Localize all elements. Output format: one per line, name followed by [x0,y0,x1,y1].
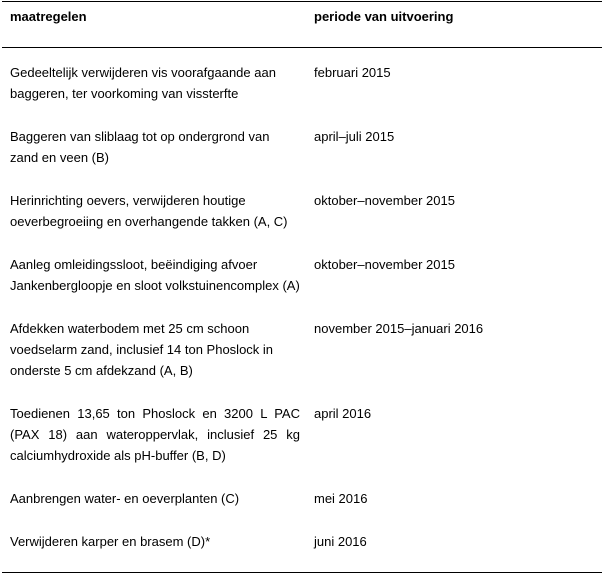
period-cell: november 2015–januari 2016 [314,321,484,336]
measure-cell: Afdekken waterbodem met 25 cm schoon voedselarm zand, inclusief 14 ton Phoslock in onderste 5 cm afdekzand (A, B) [10,321,274,378]
measure-cell: Gedeeltelijk verwijderen vis voorafgaande aan baggeren, ter voorkoming van vissterfte [10,65,276,101]
measure-cell: Baggeren van sliblaag tot op ondergrond van zand en veen (B) [10,129,270,165]
measure-cell: Aanleg omleidingssloot, beëindiging afvoer Jankenbergloopje en sloot volkstuinencomplex (A) [10,257,300,293]
period-cell: mei 2016 [314,491,368,506]
measure-cell: Aanbrengen water- en oeverplanten (C) [10,491,240,506]
table-row [2,318,602,381]
table-row [2,254,602,296]
measure-cell: Verwijderen karper en brasem (D)* [10,534,211,549]
table-row [2,48,602,105]
table-row [2,190,602,232]
period-cell: oktober–november 2015 [314,257,455,272]
header-period: periode van uitvoering [306,2,602,48]
header-measures: maatregelen [2,2,306,48]
table-row [2,126,602,168]
measure-cell: Herinrichting oevers, verwijderen houtige oeverbegroeiing en overhangende takken (A, C) [10,193,288,229]
measure-cell: Toedienen 13,65 ton Phoslock en 3200 L PAC (PAX 18) aan wateroppervlak, inclusief 25 kg calciumhydroxide als pH-buffer (B, D) [10,406,300,463]
table-header-row [2,2,602,48]
measures-table [2,1,602,573]
table-row [2,531,602,573]
period-cell: februari 2015 [314,65,391,80]
period-cell: juni 2016 [314,534,367,549]
measures-table-container [2,0,602,573]
period-cell: april 2016 [314,406,372,421]
table-row [2,403,602,466]
period-cell: april–juli 2015 [314,129,395,144]
period-cell: oktober–november 2015 [314,193,455,208]
table-row [2,488,602,509]
